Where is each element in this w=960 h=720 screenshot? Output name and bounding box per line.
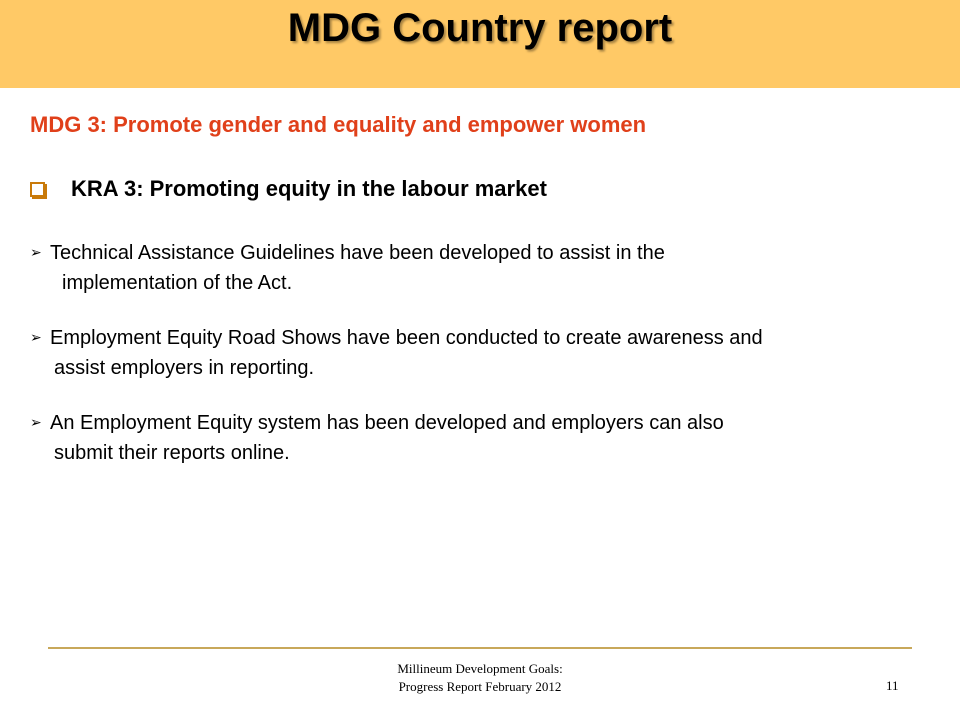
bullet-item (30, 407, 930, 468)
bullet-text: Technical Assistance Guidelines have been developed to assist in the (50, 242, 665, 264)
footer-line-1: Millineum Development Goals: (397, 661, 563, 676)
bullet-item (30, 322, 930, 383)
slide-title: MDG Country report (287, 6, 673, 50)
mdg-subtitle: MDG 3: Promote gender and equality and empower women (30, 112, 647, 137)
checkbox-bullet-icon (30, 182, 45, 197)
bullet-text-continued: implementation of the Act. (62, 272, 293, 294)
footer-divider (48, 647, 912, 649)
footer-line-2: Progress Report February 2012 (398, 679, 562, 694)
bullet-text-continued: assist employers in reporting. (54, 357, 315, 379)
arrow-bullet-icon: ➢ (30, 244, 42, 260)
kra-heading (30, 176, 547, 202)
bullet-text: Employment Equity Road Shows have been conducted to create awareness and (50, 327, 763, 349)
bullet-text: An Employment Equity system has been developed and employers can also (50, 412, 724, 434)
arrow-bullet-icon: ➢ (30, 414, 42, 430)
bullet-text-continued: submit their reports online. (54, 442, 290, 464)
kra-heading-text: KRA 3: Promoting equity in the labour market (71, 176, 547, 201)
bullet-item (30, 237, 930, 298)
arrow-bullet-icon: ➢ (30, 329, 42, 345)
page-number: 11 (886, 678, 899, 693)
footer-caption (340, 660, 620, 696)
